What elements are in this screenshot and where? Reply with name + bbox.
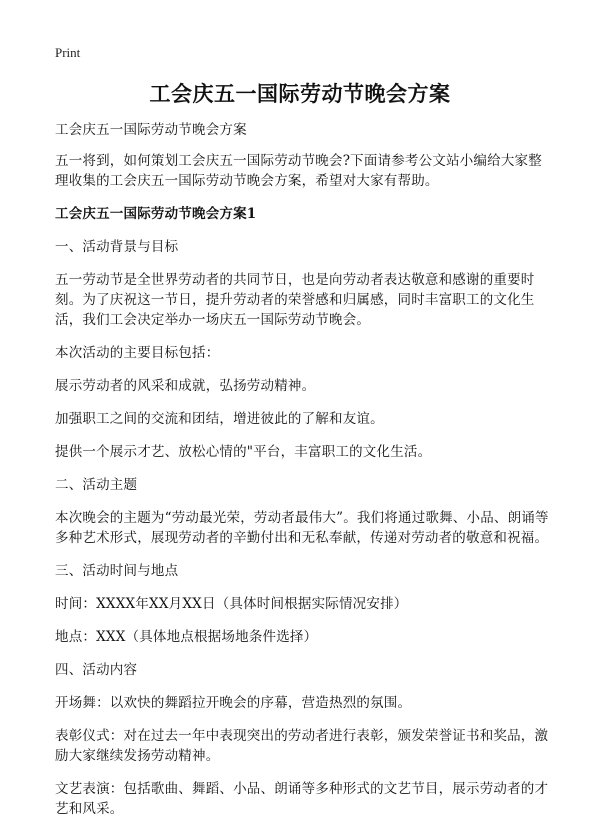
paragraph-time: 时间：XXXX年XX月XX日（具体时间根据实际情况安排） [55,596,408,612]
paragraph-place: 地点：XXX（具体地点根据场地条件选择） [55,629,318,645]
paragraph-goal-1: 展示劳动者的风采和成就，弘扬劳动精神。 [55,378,316,394]
heading-content: 四、活动内容 [55,662,138,678]
paragraph-awards: 表彰仪式：对在过去一年中表现突出的劳动者进行表彰，颁发荣誉证书和奖品，激励大家继续发扬劳动精神。 [55,728,549,764]
section-heading-plan-1: 工会庆五一国际劳动节晚会方案1 [55,206,257,222]
heading-background: 一、活动背景与目标 [55,239,179,255]
paragraph-intro: 五一将到，如何策划工会庆五一国际劳动节晚会?下面请参考公文站小编给大家整理收集的工会庆五一国际劳动节晚会方案，希望对大家有帮助。 [55,153,542,189]
document-body [55,120,550,832]
paragraph-goal-2: 加强职工之间的交流和团结，增进彼此的了解和友谊。 [55,411,384,427]
paragraph-subtitle: 工会庆五一国际劳动节晚会方案 [55,122,247,138]
paragraph-performances: 文艺表演：包括歌曲、舞蹈、小品、朗诵等多种形式的文艺节目，展示劳动者的才艺和风采。 [55,781,549,817]
paragraph-background: 五一劳动节是全世界劳动者的共同节日，也是向劳动者表达敬意和感谢的重要时刻。为了庆祝这一节日，提升劳动者的荣誉感和归属感，同时丰富职工的文化生活，我们工会决定举办一场庆五一国际劳动节晚会。 [55,272,535,328]
paragraph-goal-3: 提供一个展示才艺、放松心情的"平台，丰富职工的文化生活。 [55,444,432,460]
paragraph-theme: 本次晚会的主题为“劳动最光荣，劳动者最伟大”。我们将通过歌舞、小品、朗诵等多种艺术形式，展现劳动者的辛勤付出和无私奉献，传递对劳动者的敬意和祝福。 [55,510,549,546]
document-title: 工会庆五一国际劳动节晚会方案 [149,82,451,106]
print-label: Print [55,45,81,60]
paragraph-goals-intro: 本次活动的主要目标包括： [55,345,220,361]
paragraph-opening-dance: 开场舞：以欢快的舞蹈拉开晚会的序幕，营造热烈的氛围。 [55,695,412,711]
heading-time-place: 三、活动时间与地点 [55,563,179,579]
heading-theme: 二、活动主题 [55,477,138,493]
